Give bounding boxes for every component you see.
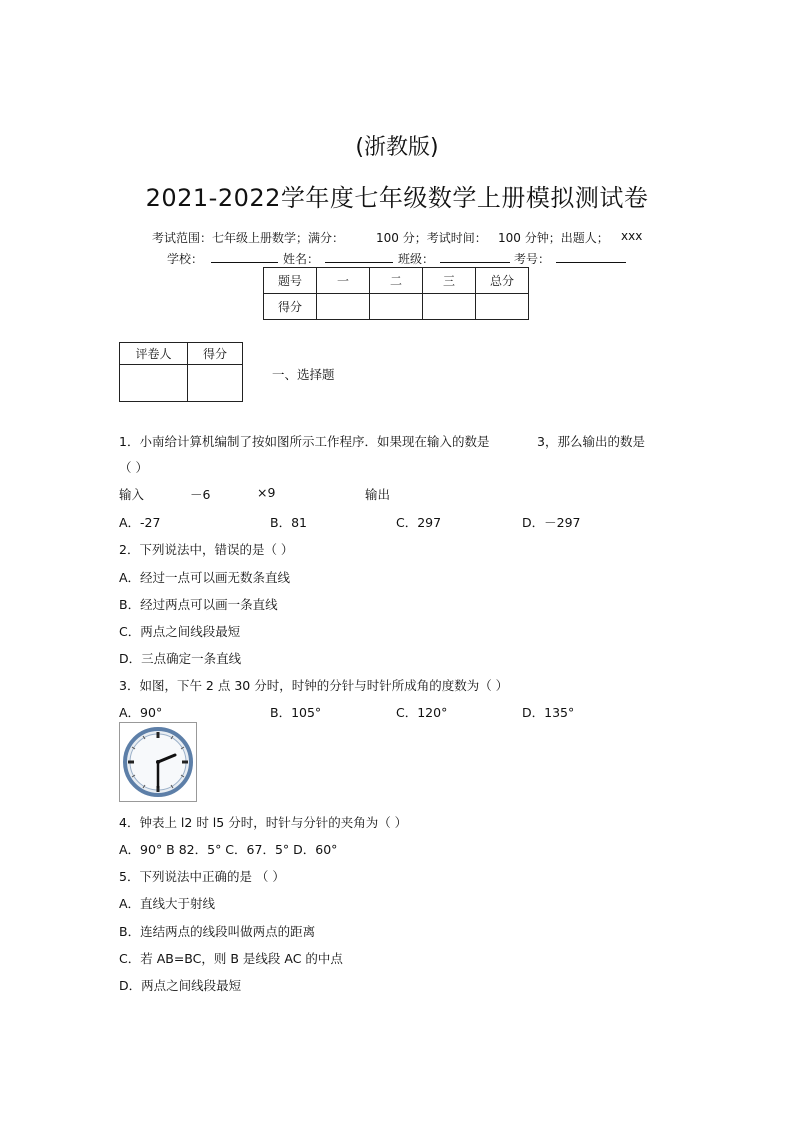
q1-option-b[interactable]: B．81 bbox=[270, 515, 307, 530]
q5-stem: 5．下列说法中正确的是 （ ） bbox=[119, 869, 285, 884]
exam-full-score: 100 分；考试时间： bbox=[376, 231, 487, 245]
q2-option-d[interactable]: D．三点确定一条直线 bbox=[119, 651, 242, 666]
q1-stem: 1．小南给计算机编制了按如图所示工作程序．如果现在输入的数是 bbox=[119, 434, 490, 449]
q5-option-a[interactable]: A．直线大于射线 bbox=[119, 896, 216, 911]
score-header: 二 bbox=[370, 268, 423, 294]
score-row-label: 得分 bbox=[264, 294, 317, 320]
q3-option-c[interactable]: C．120° bbox=[396, 705, 448, 720]
q1-option-d[interactable]: D．－297 bbox=[522, 515, 581, 530]
score-cell[interactable] bbox=[370, 294, 423, 320]
score-table bbox=[263, 267, 529, 320]
q1-option-a[interactable]: A．-27 bbox=[119, 515, 161, 530]
q3-stem: 3．如图，下午 2 点 30 分时，时钟的分针与时针所成角的度数为（ ） bbox=[119, 678, 509, 693]
score-cell[interactable] bbox=[317, 294, 370, 320]
reviewer-header: 得分 bbox=[188, 343, 243, 365]
name-label: 姓名： bbox=[283, 252, 320, 266]
q5-option-c[interactable]: C．若 AB=BC，则 B 是线段 AC 的中点 bbox=[119, 951, 343, 966]
class-label: 班级： bbox=[398, 252, 435, 266]
q2-option-b[interactable]: B．经过两点可以画一条直线 bbox=[119, 597, 278, 612]
school-label: 学校： bbox=[167, 252, 204, 266]
exam-range: 考试范围：七年级上册数学；满分： bbox=[152, 231, 345, 245]
q2-stem: 2．下列说法中，错误的是（ ） bbox=[119, 542, 294, 557]
page-title: 2021-2022学年度七年级数学上册模拟测试卷 bbox=[145, 184, 649, 212]
score-cell[interactable] bbox=[423, 294, 476, 320]
score-cell[interactable] bbox=[476, 294, 529, 320]
q1-flow-step1: －6 bbox=[190, 487, 211, 502]
q3-option-b[interactable]: B．105° bbox=[270, 705, 322, 720]
reviewer-header: 评卷人 bbox=[120, 343, 188, 365]
q1-flow-step2: ×9 bbox=[257, 485, 276, 500]
score-header: 三 bbox=[423, 268, 476, 294]
q5-option-b[interactable]: B．连结两点的线段叫做两点的距离 bbox=[119, 924, 316, 939]
q3-option-a[interactable]: A．90° bbox=[119, 705, 163, 720]
reviewer-table bbox=[119, 342, 243, 402]
q4-stem: 4．钟表上 l2 时 l5 分时，时针与分针的夹角为（ ） bbox=[119, 815, 408, 830]
q2-option-c[interactable]: C．两点之间线段最短 bbox=[119, 624, 241, 639]
q2-option-a[interactable]: A．经过一点可以画无数条直线 bbox=[119, 570, 291, 585]
exam-time: 100 分钟；出题人； bbox=[498, 231, 609, 245]
q1-flow-output: 输出 bbox=[365, 487, 391, 502]
class-field[interactable] bbox=[440, 250, 510, 263]
q1-paren: （ ） bbox=[119, 460, 148, 475]
clock-figure bbox=[119, 722, 197, 802]
q1-stem-number: 3，那么输出的数是 bbox=[537, 434, 645, 449]
q3-option-d[interactable]: D．135° bbox=[522, 705, 575, 720]
reviewer-cell[interactable] bbox=[188, 365, 243, 402]
score-header: 题号 bbox=[264, 268, 317, 294]
q5-option-d[interactable]: D．两点之间线段最短 bbox=[119, 978, 242, 993]
name-field[interactable] bbox=[325, 250, 393, 263]
q4-options[interactable]: A．90° B 82．5° C．67．5° D．60° bbox=[119, 842, 338, 857]
section-heading: 一、选择题 bbox=[272, 367, 335, 382]
q1-option-c[interactable]: C．297 bbox=[396, 515, 442, 530]
school-field[interactable] bbox=[211, 250, 278, 263]
exam-author: xxx bbox=[621, 229, 643, 243]
clock-icon bbox=[120, 723, 196, 801]
exam-no-field[interactable] bbox=[556, 250, 626, 263]
edition-label: (浙教版) bbox=[355, 135, 439, 160]
score-header: 一 bbox=[317, 268, 370, 294]
reviewer-cell[interactable] bbox=[120, 365, 188, 402]
q1-flow-input: 输入 bbox=[119, 487, 145, 502]
score-header: 总分 bbox=[476, 268, 529, 294]
exam-no-label: 考号： bbox=[514, 252, 551, 266]
